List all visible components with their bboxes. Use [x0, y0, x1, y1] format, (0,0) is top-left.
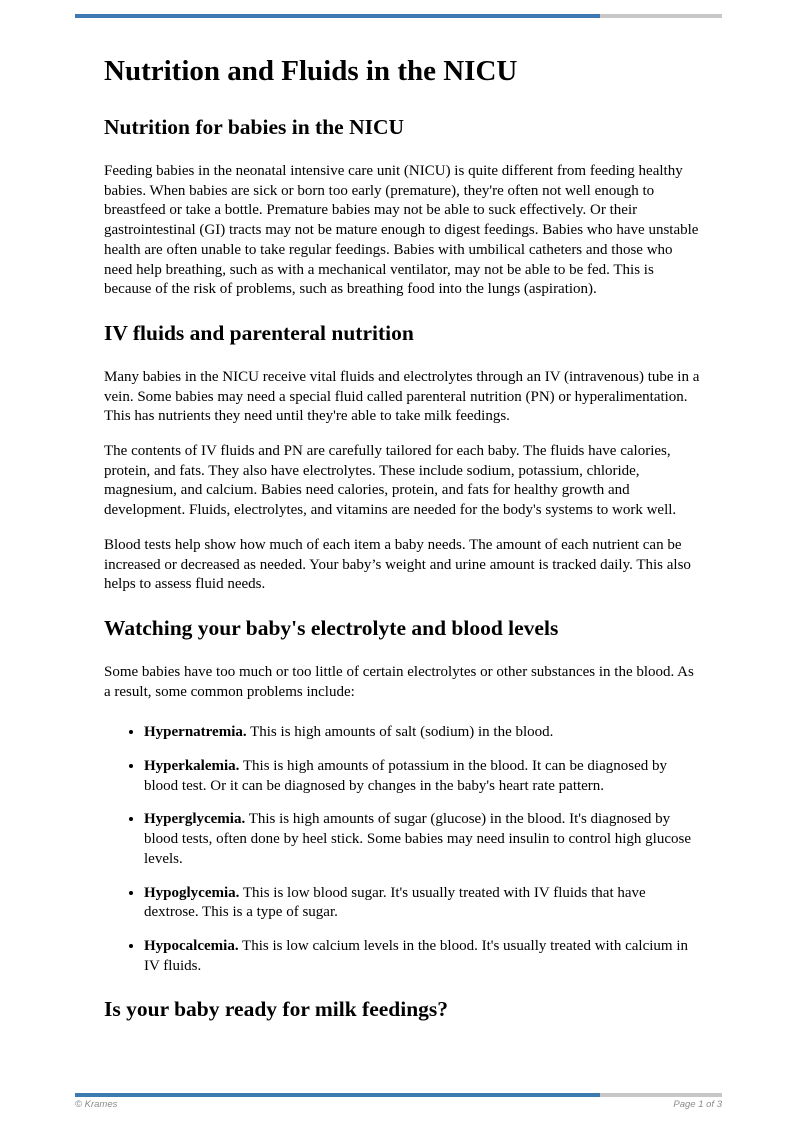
footer-accent-bar	[75, 1093, 722, 1097]
list-item-hyperglycemia	[144, 810, 702, 869]
electrolyte-problems-list	[104, 723, 702, 976]
list-item-term: Hyperkalemia.	[144, 758, 240, 775]
list-item-hypocalcemia	[144, 937, 702, 976]
paragraph: Feeding babies in the neonatal intensive care unit (NICU) is quite different from feeding healthy babies. When babies are sick or born too early (premature), they're often not well enough to breastfeed or take a bottle. Premature babies may not be able to suck effectively. Or their gastrointestinal (GI) tracts may not be mature enough to digest feedings. Babies who have unstable health are often unable to take regular feedings. Babies with umbilical catheters and those who need help breathing, such as with a mechanical ventilator, may not be able to be fed. This is because of the risk of problems, such as breathing food into the lungs (aspiration).	[104, 163, 699, 298]
section-heading-nutrition-for-babies: Nutrition for babies in the NICU	[104, 115, 405, 139]
list-item-term: Hypernatremia.	[144, 724, 247, 741]
copyright-text: © Krames	[75, 1099, 118, 1110]
header-accent-bar-gray-segment	[600, 14, 722, 18]
page-number: Page 1 of 3	[673, 1099, 722, 1110]
paragraph: The contents of IV fluids and PN are carefully tailored for each baby. The fluids have calories, protein, and fats. They also have electrolytes. These include sodium, potassium, chloride, magnesium, and calcium. Babies need calories, protein, and fats for healthy growth and development. Fluids, electrolytes, and vitamins are needed for the body's systems to work well.	[104, 443, 677, 519]
list-item-text: This is high amounts of potassium in the blood. It can be diagnosed by blood test. Or it can be diagnosed by changes in the baby's heart rate pattern.	[144, 758, 668, 794]
list-item-hypoglycemia	[144, 884, 702, 923]
document-content	[104, 55, 702, 1044]
list-item-hypernatremia	[144, 723, 702, 743]
footer-accent-bar-blue-segment	[75, 1093, 600, 1097]
list-item-term: Hypocalcemia.	[144, 937, 239, 954]
section-heading-milk-feedings: Is your baby ready for milk feedings?	[104, 997, 449, 1022]
list-item-text: This is high amounts of salt (sodium) in the blood.	[246, 724, 554, 741]
section-heading-electrolyte-blood-levels: Watching your baby's electrolyte and blood levels	[104, 615, 559, 640]
list-item-term: Hyperglycemia.	[144, 811, 246, 828]
list-item-text: This is low calcium levels in the blood. It's usually treated with calcium in IV fluids.	[144, 937, 688, 974]
page-footer	[75, 1099, 722, 1110]
list-item-text: This is high amounts of sugar (glucose) in the blood. It's diagnosed by blood tests, often done by heel stick. Some babies may need insulin to control high glucose levels.	[144, 811, 691, 867]
paragraph: Many babies in the NICU receive vital fluids and electrolytes through an IV (intravenous) tube in a vein. Some babies may need a special fluid called parenteral nutrition (PN) or hyperalimentation. This has nutrients they need until they're able to take milk feedings.	[104, 368, 700, 425]
page-title: Nutrition and Fluids in the NICU	[104, 55, 518, 87]
header-accent-bar	[75, 14, 722, 18]
header-accent-bar-blue-segment	[75, 14, 600, 18]
section-heading-iv-fluids: IV fluids and parenteral nutrition	[104, 320, 414, 345]
list-item-hyperkalemia	[144, 757, 702, 796]
footer-accent-bar-gray-segment	[600, 1093, 722, 1097]
list-item-term: Hypoglycemia.	[144, 884, 240, 901]
paragraph: Blood tests help show how much of each item a baby needs. The amount of each nutrient can be increased or decreased as needed. Your baby’s weight and urine amount is tracked daily. This also helps to assess fluid needs.	[104, 536, 691, 593]
paragraph: Some babies have too much or too little of certain electrolytes or other substances in the blood. As a result, some common problems include:	[104, 663, 694, 700]
list-item-text: This is low blood sugar. It's usually treated with IV fluids that have dextrose. This is a type of sugar.	[144, 884, 646, 921]
